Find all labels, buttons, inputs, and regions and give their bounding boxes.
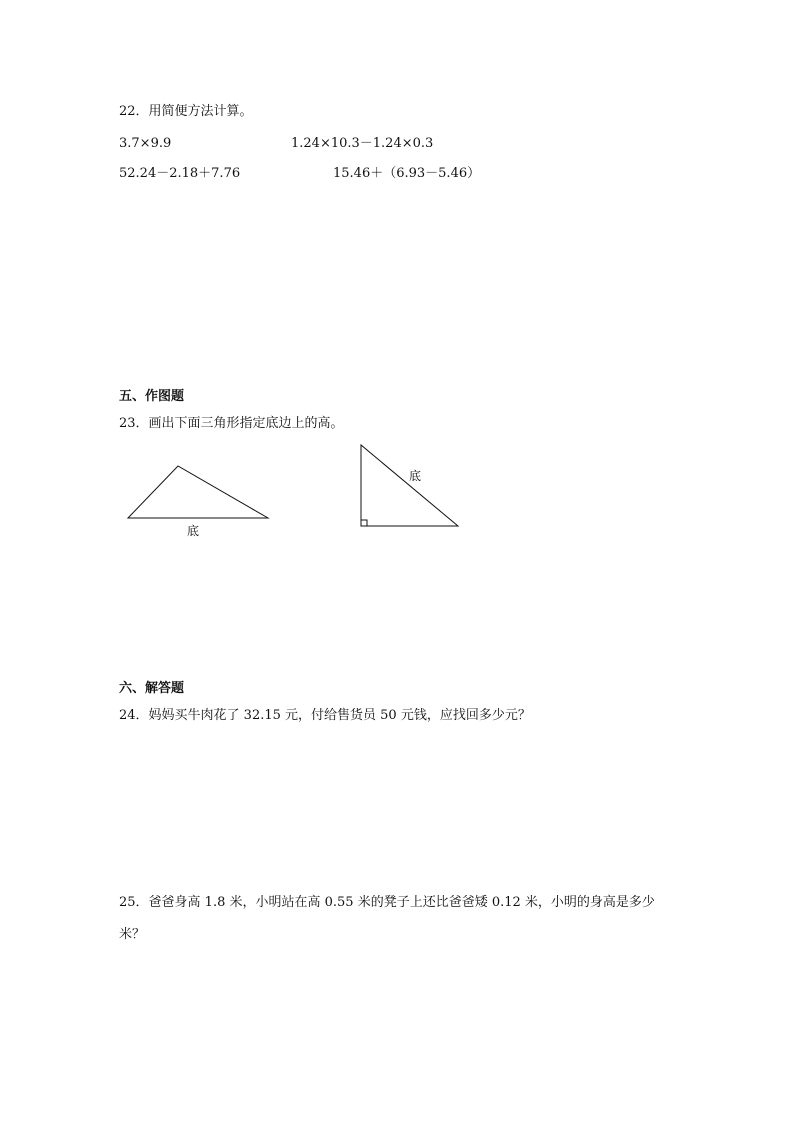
triangle-2-shape [361,445,458,526]
question-25-line-2: 米？ [119,927,146,942]
expression-4: 15.46＋（6.93－5.46） [333,166,481,181]
expression-1: 3.7×9.9 [119,136,172,151]
expression-2: 1.24×10.3－1.24×0.3 [291,136,434,151]
question-25-line-1: 25．爸爸身高 1.8 米，小明站在高 0.55 米的凳子上还比爸爸矮 0.12 米，小明的身高是多少 [119,895,655,910]
triangle-2-base-label: 底 [409,469,422,483]
section-5-heading: 五、作图题 [119,389,185,404]
right-angle-mark [361,520,367,526]
triangle-2-figure [350,438,470,536]
question-24-label: 24．妈妈买牛肉花了 32.15 元，付给售货员 50 元钱，应找回多少元？ [119,708,531,723]
question-23-label: 23．画出下面三角形指定底边上的高。 [119,416,344,431]
triangle-1-figure [120,458,280,544]
expression-3: 52.24－2.18＋7.76 [119,166,241,181]
triangle-1-shape [128,466,268,518]
triangle-1-base-label: 底 [187,524,200,538]
question-22-label: 22．用简便方法计算。 [119,104,253,119]
section-6-heading: 六、解答题 [119,681,185,696]
